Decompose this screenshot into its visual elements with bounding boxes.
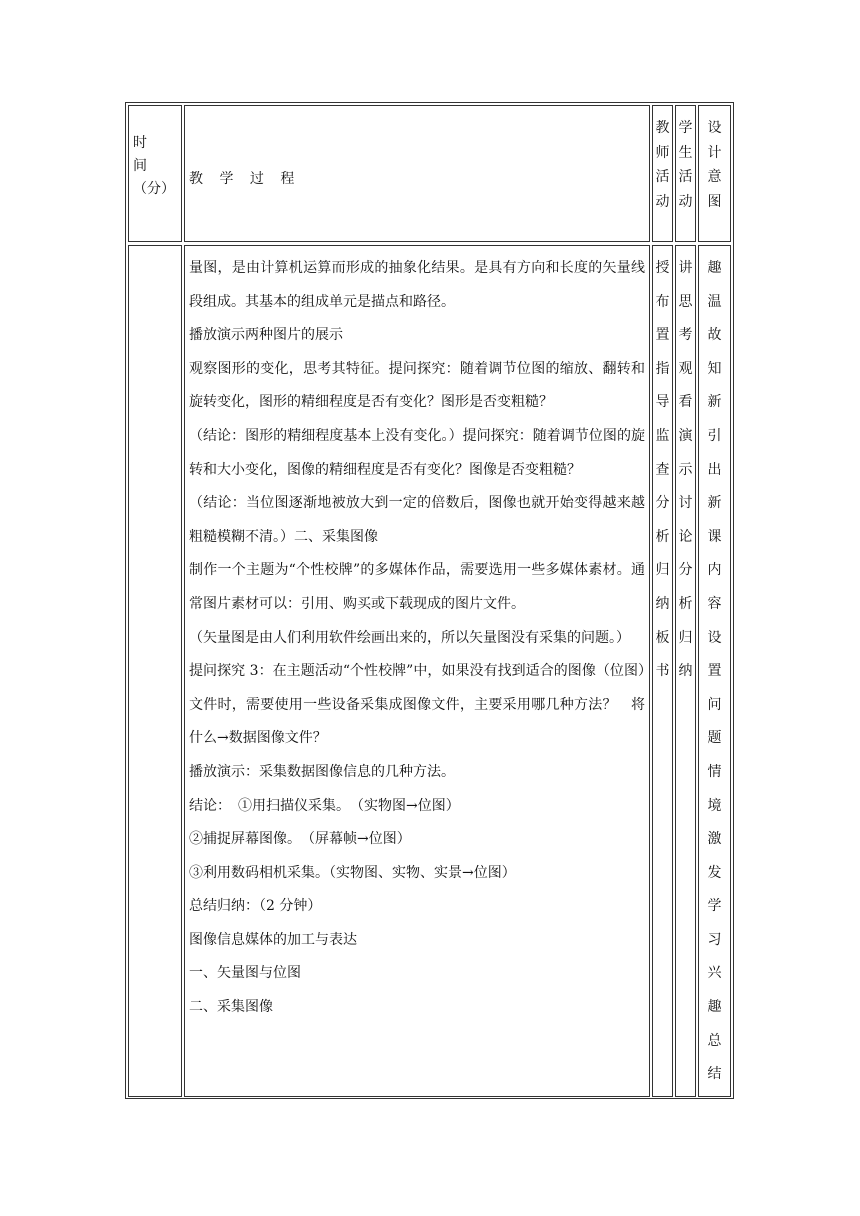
teacher-header-char: 动: [655, 194, 670, 211]
student-activity-char: 演: [678, 427, 693, 444]
teacher-activity-char: 导: [655, 394, 670, 411]
teacher-activity-char: 纳: [655, 595, 670, 612]
student-activity-char: 分: [678, 562, 693, 579]
paragraph: 总结归纳：（2 分钟）: [189, 898, 322, 915]
paragraph: 提问探究 3：在主题活动“个性校牌”中，如果没有找到适合的图像（位图）文件时，需要使用一些设备采集成图像文件，主要采用哪几种方法？ 将什么→数据图像文件？: [189, 663, 645, 747]
paragraph: 制作一个主题为“个性校牌”的多媒体作品，需要选用一些多媒体素材。通常图片素材可以：引用、购买或下载现成的图片文件。: [189, 562, 645, 612]
design-intent-char: 设: [707, 629, 722, 646]
design-header-char: 设: [707, 120, 722, 136]
student-header-char: 动: [678, 194, 693, 211]
teacher-header-char: 教: [655, 120, 670, 136]
paragraph: ②捕捉屏幕图像。 （屏幕帧→位图）: [189, 831, 411, 848]
teacher-activity-char: 置: [655, 327, 670, 344]
design-intent-char: 容: [707, 595, 722, 612]
teacher-activity-char: 布: [655, 293, 670, 310]
student-activity-char: 示: [678, 461, 693, 478]
student-header-char: 活: [678, 169, 693, 186]
student-activity-char: 归: [678, 629, 693, 646]
design-intent-char: 置: [707, 663, 722, 680]
body-process-cell: [184, 245, 650, 1097]
teacher-activity-char: 析: [655, 528, 670, 545]
header-design-cell: [698, 105, 731, 242]
time-header-line: 间: [133, 158, 147, 174]
design-intent-char: 学: [707, 898, 722, 915]
teacher-activity-char: 监: [655, 427, 670, 444]
paragraph: 量图，是由计算机运算而形成的抽象化结果。是具有方向和长度的矢量线段组成。其基本的组成单元是描点和路径。: [189, 260, 645, 310]
design-intent-char: 情: [707, 763, 722, 780]
design-intent-char: 结: [707, 1066, 722, 1083]
design-intent-char: 新: [707, 394, 722, 411]
design-header-char: 意: [707, 169, 722, 186]
design-intent-char: 境: [707, 797, 722, 814]
teacher-activity-char: 分: [655, 495, 670, 512]
teacher-activity-char: 查: [655, 461, 670, 478]
design-intent-char: 兴: [707, 965, 722, 982]
design-intent-char: 问: [707, 696, 722, 713]
design-header-char: 计: [707, 144, 722, 161]
paragraph: 图像信息媒体的加工与表达: [189, 931, 357, 948]
paragraph: 一、矢量图与位图: [189, 965, 301, 982]
student-activity-char: 考: [678, 327, 693, 344]
time-header-line: （分）: [133, 181, 175, 197]
design-intent-char: 引: [707, 427, 722, 444]
design-intent-char: 发: [707, 864, 722, 881]
teacher-activity-char: 书: [655, 663, 670, 680]
design-header-char: 图: [707, 194, 722, 211]
student-header-char: 生: [678, 144, 693, 161]
student-header-char: 学: [678, 120, 693, 136]
body-time-cell: [128, 245, 182, 1097]
body-student-cell: [675, 245, 696, 1097]
design-intent-char: 激: [707, 831, 722, 848]
student-activity-char: 看: [678, 394, 693, 411]
student-activity-char: 讨: [678, 495, 693, 512]
student-activity-char: 思: [678, 293, 693, 310]
teacher-activity-char: 指: [655, 360, 670, 377]
paragraph: 结论： ①用扫描仪采集。 （实物图→位图）: [189, 797, 460, 814]
teacher-activity-char: 归: [655, 562, 670, 579]
design-intent-char: 题: [707, 730, 722, 747]
paragraph: 播放演示：采集数据图像信息的几种方法。: [189, 763, 455, 780]
time-header-line: 时: [133, 135, 147, 151]
paragraph: （结论：当位图逐渐地被放大到一定的倍数后，图像也就开始变得越来越粗糙模糊不清。）二、采集图像: [189, 495, 645, 545]
student-activity-char: 纳: [678, 663, 693, 680]
design-intent-char: 故: [707, 327, 722, 344]
paragraph: （矢量图是由人们利用软件绘画出来的，所以矢量图没有采集的问题。）: [189, 629, 630, 646]
paragraph: （结论：图形的精细程度基本上没有变化。）提问探究：随着调节位图的旋转和大小变化，图像的精细程度是否有变化？图像是否变粗糙？: [189, 427, 645, 478]
time-header: [129, 106, 181, 201]
design-intent-char: 总: [707, 1032, 722, 1049]
teacher-activity-char: 板: [655, 629, 670, 646]
teacher-header-char: 活: [655, 169, 670, 186]
design-intent-char: 趣: [707, 260, 722, 276]
header-teacher-cell: [652, 105, 673, 242]
student-activity-char: 析: [678, 595, 693, 612]
student-activity-char: 论: [678, 528, 693, 545]
design-intent-char: 内: [707, 562, 722, 579]
design-intent-char: 新: [707, 495, 722, 512]
design-intent-char: 习: [707, 931, 722, 948]
process-content: [185, 246, 649, 1025]
header-student-cell: [675, 105, 696, 242]
header-time-cell: [128, 105, 182, 242]
body-design-cell: [698, 245, 731, 1097]
paragraph: 观察图形的变化，思考其特征。提问探究：随着调节位图的缩放、翻转和旋转变化，图形的精细程度是否有变化？图形是否变粗糙？: [189, 360, 645, 411]
process-header: 教 学 过 程: [189, 171, 301, 187]
student-activity-char: 观: [678, 360, 693, 377]
design-intent-char: 出: [707, 461, 722, 478]
design-intent-char: 课: [707, 528, 722, 545]
paragraph: 播放演示两种图片的展示: [189, 327, 343, 344]
paragraph: 二、采集图像: [189, 999, 273, 1016]
teacher-activity-char: 授: [655, 260, 670, 276]
student-activity-char: 讲: [678, 260, 693, 276]
design-intent-char: 知: [707, 360, 722, 377]
design-intent-char: 温: [707, 293, 722, 310]
body-teacher-cell: [652, 245, 673, 1097]
paragraph: ③利用数码相机采集。（实物图、实物、实景→位图）: [189, 864, 516, 881]
design-intent-char: 趣: [707, 999, 722, 1016]
teacher-header-char: 师: [655, 144, 670, 161]
header-process-cell: [184, 105, 650, 242]
